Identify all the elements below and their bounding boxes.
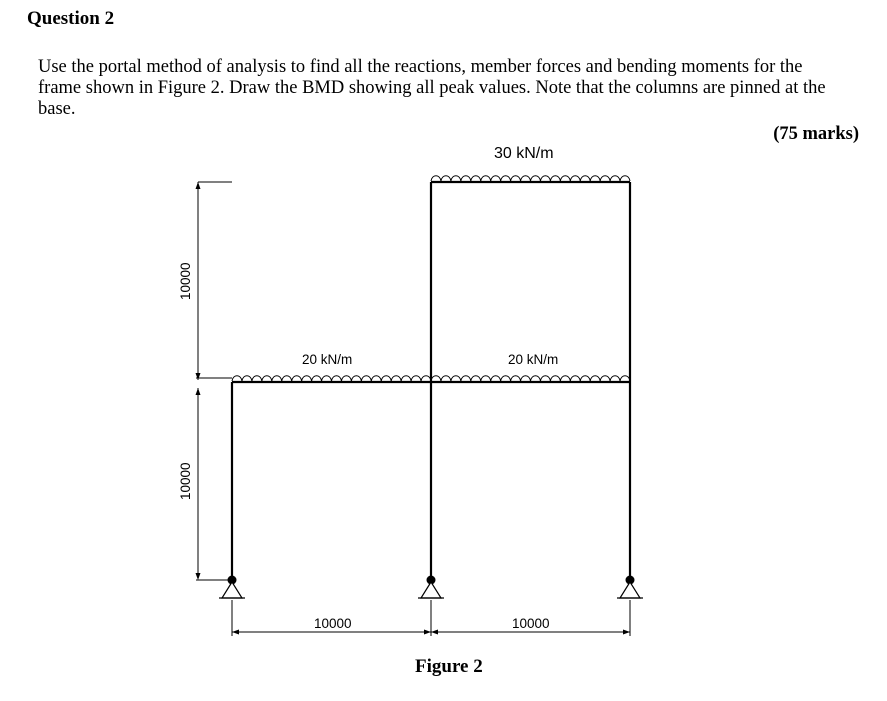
storey-height-upper-label: 10000: [178, 262, 193, 300]
pin-support-middle: [418, 576, 444, 599]
question-text: Use the portal method of analysis to find all the reactions, member forces and bending moments for the frame shown in Figure 2. Draw the BMD showing all peak values. Note that the columns are pinned at the base.: [38, 57, 826, 119]
bay-span-right-label: 10000: [512, 616, 550, 631]
floor-load-left-label: 20 kN/m: [302, 352, 353, 367]
pin-support-left: [219, 576, 245, 599]
roof-udl-symbol: [431, 176, 630, 181]
figure-caption: Figure 2: [415, 656, 483, 677]
roof-load-label: 30 kN/m: [494, 145, 554, 162]
floor-load-right-label: 20 kN/m: [508, 352, 559, 367]
bay-span-left-label: 10000: [314, 616, 352, 631]
pin-support-right: [617, 576, 643, 599]
vertical-dimensions: [196, 182, 232, 580]
question-heading: Question 2: [27, 8, 115, 29]
storey-height-lower-label: 10000: [178, 462, 193, 500]
marks-label: (75 marks): [773, 124, 859, 144]
horizontal-dimensions: [232, 600, 630, 636]
